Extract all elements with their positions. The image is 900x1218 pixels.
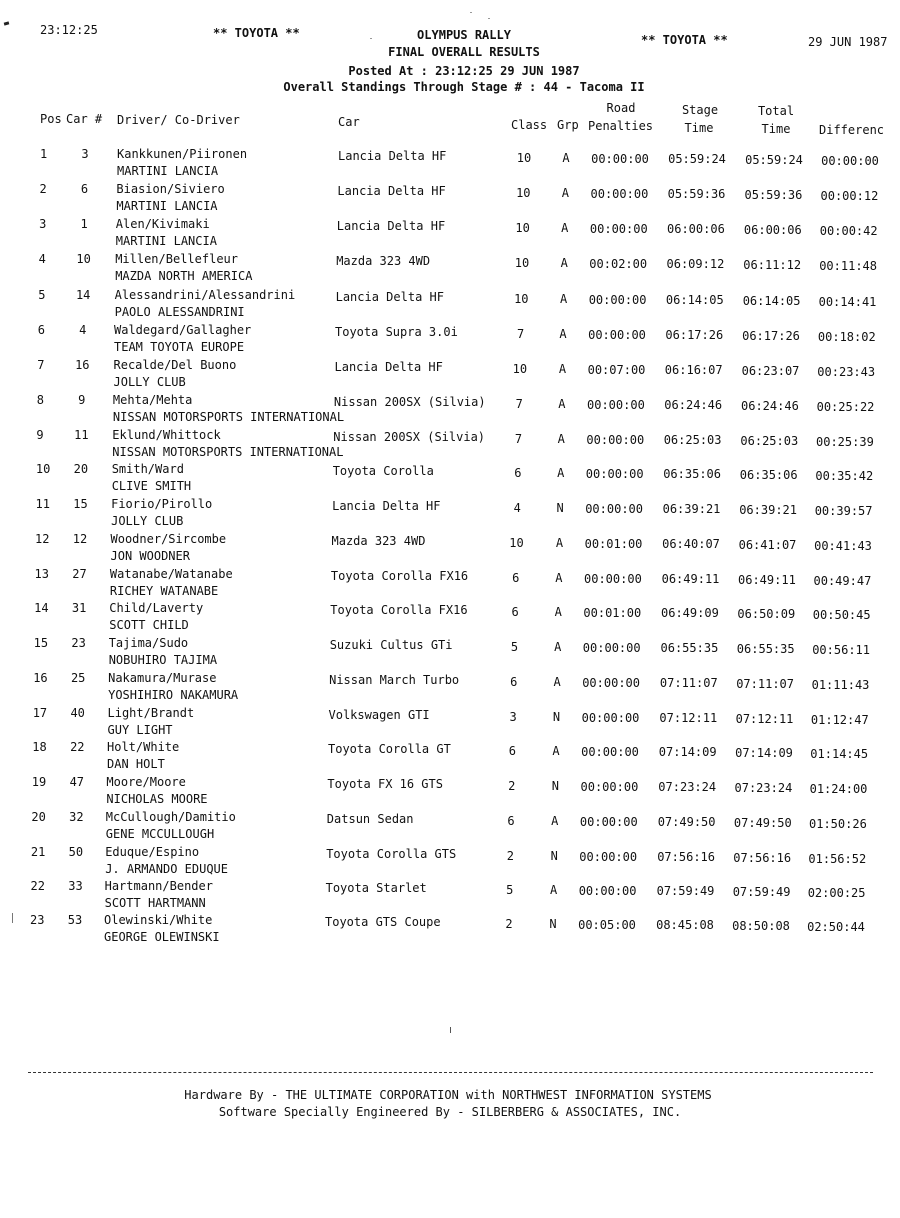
footer-divider: [28, 1072, 873, 1073]
col-class: Class: [511, 118, 548, 132]
cell-driver: Hartmann/Bender: [104, 879, 213, 893]
cell-road-penalties: 00:07:00: [587, 363, 646, 377]
cell-road-penalties: 00:00:00: [582, 641, 641, 655]
cell-car-number: 16: [75, 358, 90, 372]
cell-car-number: 14: [75, 288, 91, 302]
cell-group: A: [551, 814, 559, 828]
cell-stage-time: 06:49:11: [661, 572, 720, 586]
header-date: 29 JUN 1987: [808, 35, 888, 49]
cell-road-penalties: 00:00:00: [583, 572, 642, 586]
cell-total-time: 06:25:03: [740, 434, 799, 448]
cell-stage-time: 06:14:05: [665, 293, 724, 307]
cell-class: 7: [514, 432, 523, 446]
cell-stage-time: 06:49:09: [660, 606, 719, 620]
standings-line: Overall Standings Through Stage # : 44 - Tacoma II: [283, 80, 645, 94]
cell-car-number: 10: [76, 252, 91, 266]
cell-stage-time: 07:49:50: [657, 815, 716, 829]
cell-class: 6: [508, 744, 517, 758]
cell-car-model: Volkswagen GTI: [328, 708, 430, 722]
cell-driver: Watanabe/Watanabe: [109, 567, 233, 581]
cell-group: A: [562, 151, 570, 165]
cell-total-time: 06:41:07: [738, 538, 797, 552]
col-car: Car: [338, 115, 360, 129]
cell-team: MARTINI LANCIA: [115, 234, 217, 248]
cell-total-time: 07:49:50: [733, 816, 792, 830]
cell-car-number: 3: [81, 147, 89, 161]
cell-car-model: Suzuki Cultus GTi: [329, 638, 453, 652]
cell-road-penalties: 00:00:00: [586, 433, 645, 447]
cell-pos: 3: [39, 217, 47, 231]
cell-total-time: 07:14:09: [735, 746, 793, 760]
cell-class: 7: [516, 327, 525, 341]
cell-pos: 18: [32, 740, 47, 754]
cell-team: SCOTT HARTMANN: [104, 896, 206, 910]
cell-car-model: Lancia Delta HF: [338, 149, 447, 163]
cell-difference: 00:25:22: [816, 400, 875, 414]
cell-stage-time: 06:16:07: [664, 363, 723, 377]
cell-total-time: 07:23:24: [734, 781, 793, 795]
cell-driver: Waldegard/Gallagher: [114, 323, 252, 337]
cell-pos: 23: [30, 913, 45, 927]
col-road-2: Penalties: [588, 119, 654, 133]
cell-stage-time: 06:24:46: [664, 398, 723, 412]
cell-team: GENE MCCULLOUGH: [105, 827, 215, 841]
cell-team: NICHOLAS MOORE: [106, 792, 208, 806]
cell-car-model: Lancia Delta HF: [332, 499, 441, 513]
cell-class: 5: [510, 640, 519, 654]
cell-group: N: [551, 779, 560, 793]
col-stage-1: Stage: [681, 103, 719, 117]
cell-group: A: [555, 536, 564, 550]
cell-group: A: [561, 186, 570, 200]
cell-class: 10: [514, 292, 529, 306]
cell-stage-time: 05:59:36: [667, 187, 726, 201]
cell-difference: 02:50:44: [807, 920, 865, 934]
cell-car-number: 1: [80, 217, 88, 231]
scan-speck: [488, 18, 490, 19]
cell-group: A: [559, 327, 567, 341]
cell-pos: 5: [38, 288, 46, 302]
cell-car-number: 27: [72, 567, 87, 581]
scan-mark: [4, 21, 10, 25]
cell-team: YOSHIHIRO NAKAMURA: [108, 688, 239, 702]
cell-class: 3: [509, 710, 517, 724]
cell-group: A: [552, 744, 560, 758]
cell-difference: 00:14:41: [818, 295, 877, 309]
cell-car-number: 31: [71, 601, 87, 615]
cell-team: GUY LIGHT: [107, 723, 173, 737]
posted-line: Posted At : 23:12:25 29 JUN 1987: [348, 64, 580, 78]
cell-driver: Moore/Moore: [106, 775, 186, 789]
cell-total-time: 05:59:36: [744, 188, 803, 202]
cell-driver: Nakamura/Murase: [108, 671, 217, 685]
cell-total-time: 06:14:05: [742, 294, 801, 308]
cell-total-time: 07:59:49: [732, 885, 791, 899]
cell-driver: Recalde/Del Buono: [113, 358, 237, 372]
cell-team: PAOLO ALESSANDRINI: [114, 305, 245, 319]
cell-total-time: 08:50:08: [732, 919, 790, 933]
cell-group: A: [558, 362, 567, 376]
cell-class: 5: [506, 883, 514, 897]
cell-driver: Woodner/Sircombe: [110, 532, 227, 546]
cell-driver: Biasion/Siviero: [116, 182, 225, 196]
cell-pos: 2: [39, 182, 47, 196]
cell-stage-time: 07:59:49: [656, 884, 715, 898]
cell-difference: 02:00:25: [807, 886, 866, 900]
cell-team: MARTINI LANCIA: [116, 199, 218, 213]
cell-difference: 01:14:45: [810, 747, 869, 761]
cell-road-penalties: 00:00:00: [580, 780, 639, 794]
cell-car-model: Toyota Starlet: [325, 881, 427, 895]
col-stage-2: Time: [684, 121, 714, 135]
cell-road-penalties: 00:00:00: [588, 328, 646, 342]
cell-class: 6: [507, 814, 515, 828]
cell-total-time: 06:11:12: [743, 258, 802, 272]
cell-driver: Alessandrini/Alessandrini: [114, 288, 296, 302]
cell-group: A: [558, 397, 566, 411]
cell-stage-time: 06:55:35: [660, 641, 719, 655]
cell-stage-time: 06:25:03: [663, 433, 722, 447]
cell-road-penalties: 00:00:00: [590, 187, 649, 201]
col-total-2: Time: [761, 122, 791, 136]
cell-driver: Mehta/Mehta: [112, 393, 193, 407]
cell-group: A: [559, 292, 568, 306]
cell-team: RICHEY WATANABE: [109, 584, 219, 598]
cell-car-number: 53: [67, 913, 83, 927]
cell-group: A: [555, 571, 563, 585]
cell-road-penalties: 00:00:00: [585, 467, 644, 481]
cell-team: SCOTT CHILD: [109, 618, 189, 632]
cell-team: NOBUHIRO TAJIMA: [108, 653, 218, 667]
col-pos: Pos: [40, 112, 62, 126]
cell-driver: Fiorio/Pirollo: [111, 497, 213, 511]
cell-road-penalties: 00:02:00: [589, 257, 648, 271]
cell-stage-time: 07:14:09: [658, 745, 717, 759]
cell-driver: Alen/Kivimaki: [115, 217, 210, 231]
cell-group: N: [550, 849, 558, 863]
cell-difference: 01:11:43: [811, 678, 870, 692]
cell-car-number: 25: [70, 671, 86, 685]
cell-total-time: 06:23:07: [741, 364, 800, 378]
cell-class: 2: [505, 917, 513, 931]
col-road-1: Road: [606, 101, 636, 115]
cell-difference: 00:00:42: [819, 224, 878, 238]
cell-difference: 00:35:42: [815, 469, 874, 483]
cell-stage-time: 06:00:06: [666, 222, 725, 236]
cell-car-number: 40: [70, 706, 85, 720]
cell-stage-time: 08:45:08: [656, 918, 714, 932]
cell-car-model: Nissan 200SX (Silvia): [333, 430, 486, 444]
cell-difference: 00:50:45: [812, 608, 871, 622]
cell-car-model: Toyota FX 16 GTS: [327, 777, 443, 791]
cell-class: 2: [508, 779, 516, 793]
cell-road-penalties: 00:00:00: [585, 502, 643, 516]
cell-pos: 22: [30, 879, 45, 893]
cell-total-time: 06:55:35: [736, 642, 795, 656]
cell-car-number: 22: [70, 740, 85, 754]
cell-total-time: 05:59:24: [745, 153, 803, 167]
cell-team: J. ARMANDO EDUQUE: [105, 862, 229, 876]
cell-group: A: [553, 675, 561, 689]
cell-difference: 01:56:52: [808, 852, 867, 866]
cell-car-model: Nissan 200SX (Silvia): [333, 395, 486, 409]
cell-class: 6: [512, 571, 520, 585]
cell-driver: Eduque/Espino: [105, 845, 200, 859]
cell-total-time: 06:35:06: [739, 468, 798, 482]
cell-difference: 00:11:48: [819, 259, 877, 273]
cell-road-penalties: 00:05:00: [578, 918, 636, 932]
cell-pos: 19: [31, 775, 47, 789]
cell-difference: 00:25:39: [815, 435, 874, 449]
cell-pos: 8: [36, 393, 45, 407]
cell-road-penalties: 00:00:00: [586, 398, 645, 412]
cell-car-model: Mazda 323 4WD: [331, 534, 426, 548]
cell-car-number: 12: [72, 532, 88, 546]
cell-driver: McCullough/Damitio: [105, 810, 236, 824]
cell-pos: 4: [38, 252, 46, 266]
cell-group: N: [556, 501, 564, 515]
cell-road-penalties: 00:00:00: [581, 711, 640, 725]
cell-car-model: Nissan March Turbo: [329, 673, 460, 687]
cell-team: NISSAN MOTORSPORTS INTERNATIONAL: [112, 410, 345, 424]
footer-software: Software Specially Engineered By - SILBERBERG & ASSOCIATES, INC.: [218, 1105, 682, 1119]
cell-group: A: [549, 883, 558, 897]
cell-stage-time: 06:40:07: [662, 537, 720, 551]
cell-stage-time: 07:12:11: [659, 711, 718, 725]
cell-pos: 21: [30, 845, 46, 859]
cell-class: 10: [512, 362, 528, 376]
cell-driver: Child/Laverty: [109, 601, 204, 615]
cell-car-number: 11: [74, 428, 89, 442]
cell-road-penalties: 00:01:00: [584, 537, 643, 551]
cell-class: 10: [516, 186, 531, 200]
cell-road-penalties: 00:01:00: [583, 606, 642, 620]
cell-total-time: 07:12:11: [735, 712, 794, 726]
cell-stage-time: 05:59:24: [668, 152, 726, 166]
cell-driver: Millen/Bellefleur: [115, 252, 239, 266]
cell-road-penalties: 00:00:00: [581, 745, 639, 759]
cell-difference: 00:41:43: [814, 539, 872, 553]
cell-car-model: Toyota Corolla FX16: [330, 569, 469, 583]
cell-driver: Tajima/Sudo: [108, 636, 189, 650]
cell-car-number: 47: [69, 775, 85, 789]
cell-total-time: 06:39:21: [739, 503, 797, 517]
cell-car-number: 50: [68, 845, 84, 859]
cell-car-model: Toyota Corolla GT: [328, 742, 451, 756]
cell-car-model: Lancia Delta HF: [336, 219, 446, 233]
cell-difference: 00:23:43: [817, 365, 876, 379]
cell-pos: 13: [34, 567, 49, 581]
cell-group: A: [554, 605, 562, 619]
cell-team: JOLLY CLUB: [111, 514, 184, 528]
cell-team: JOLLY CLUB: [113, 375, 186, 389]
cell-total-time: 06:00:06: [743, 223, 802, 237]
cell-car-number: 20: [73, 462, 89, 476]
cell-difference: 00:18:02: [817, 330, 876, 344]
cell-stage-time: 07:23:24: [658, 780, 717, 794]
cell-team: TEAM TOYOTA EUROPE: [114, 340, 245, 354]
col-driver: Driver/ Co-Driver: [117, 113, 240, 127]
cell-stage-time: 06:39:21: [662, 502, 721, 516]
cell-pos: 16: [33, 671, 48, 685]
cell-car-model: Toyota Corolla: [332, 464, 434, 478]
cell-group: A: [560, 256, 568, 270]
cell-stage-time: 07:11:07: [659, 676, 718, 690]
cell-class: 10: [514, 256, 530, 270]
cell-pos: 15: [33, 636, 49, 650]
cell-difference: 00:00:00: [821, 154, 879, 168]
cell-pos: 10: [35, 462, 51, 476]
cell-car-model: Toyota Corolla FX16: [330, 603, 468, 617]
cell-team: NISSAN MOTORSPORTS INTERNATIONAL: [112, 445, 344, 459]
cell-class: 4: [513, 501, 521, 515]
cell-class: 7: [515, 397, 523, 411]
event-title: OLYMPUS RALLY: [417, 28, 511, 42]
cell-team: MAZDA NORTH AMERICA: [115, 269, 253, 283]
cell-pos: 12: [35, 532, 50, 546]
col-total-1: Total: [757, 104, 795, 118]
cell-class: 10: [509, 536, 524, 550]
header-toyota-right: ** TOYOTA **: [641, 33, 728, 47]
scan-speck: [450, 1027, 451, 1033]
cell-total-time: 07:56:16: [733, 851, 792, 865]
cell-difference: 01:50:26: [808, 817, 867, 831]
cell-group: N: [552, 710, 561, 724]
cell-group: N: [549, 917, 557, 931]
cell-group: A: [557, 432, 565, 446]
cell-road-penalties: 00:00:00: [579, 815, 638, 829]
cell-team: GEORGE OLEWINSKI: [104, 930, 220, 944]
cell-group: A: [561, 221, 569, 235]
cell-pos: 1: [40, 147, 48, 161]
cell-pos: 6: [37, 323, 45, 337]
cell-difference: 00:56:11: [812, 643, 870, 657]
cell-car-model: Toyota Supra 3.0i: [335, 325, 458, 339]
cell-stage-time: 06:09:12: [666, 257, 725, 271]
cell-pos: 17: [32, 706, 48, 720]
header-time: 23:12:25: [40, 23, 98, 37]
cell-team: JON WOODNER: [110, 549, 190, 563]
cell-stage-time: 07:56:16: [657, 850, 715, 864]
results-title: FINAL OVERALL RESULTS: [388, 45, 540, 59]
cell-team: MARTINI LANCIA: [117, 164, 219, 178]
cell-difference: 00:49:47: [813, 574, 872, 588]
cell-car-model: Datsun Sedan: [326, 812, 414, 826]
cell-stage-time: 06:35:06: [663, 467, 721, 481]
cell-car-model: Lancia Delta HF: [335, 290, 444, 304]
cell-class: 6: [510, 675, 518, 689]
cell-difference: 01:12:47: [810, 713, 869, 727]
cell-road-penalties: 00:00:00: [588, 293, 647, 307]
cell-car-model: Lancia Delta HF: [337, 184, 446, 198]
cell-difference: 01:24:00: [809, 782, 868, 796]
scan-speck: [470, 12, 472, 13]
col-group: Grp: [557, 118, 579, 132]
cell-driver: Smith/Ward: [111, 462, 184, 476]
cell-difference: 00:39:57: [814, 504, 873, 518]
cell-total-time: 06:50:09: [737, 607, 796, 621]
cell-road-penalties: 00:00:00: [579, 850, 638, 864]
cell-car-model: Toyota GTS Coupe: [325, 915, 441, 929]
cell-car-number: 15: [73, 497, 88, 511]
cell-total-time: 06:49:11: [737, 573, 796, 587]
cell-road-penalties: 00:00:00: [591, 152, 649, 166]
cell-pos: 7: [37, 358, 45, 372]
cell-team: DAN HOLT: [107, 757, 165, 771]
cell-total-time: 06:17:26: [742, 329, 800, 343]
cell-class: 10: [516, 151, 532, 165]
cell-driver: Light/Brandt: [107, 706, 195, 720]
cell-driver: Olewinski/White: [104, 913, 213, 927]
cell-class: 2: [506, 849, 515, 863]
cell-road-penalties: 00:00:00: [589, 222, 648, 236]
cell-car-number: 32: [69, 810, 84, 824]
cell-class: 6: [514, 466, 522, 480]
cell-class: 10: [515, 221, 530, 235]
cell-pos: 11: [35, 497, 50, 511]
col-car-number: Car #: [66, 112, 103, 126]
cell-group: A: [554, 640, 562, 654]
cell-car-number: 33: [68, 879, 83, 893]
cell-car-number: 23: [71, 636, 86, 650]
cell-road-penalties: 00:00:00: [578, 884, 637, 898]
cell-driver: Holt/White: [107, 740, 180, 754]
cell-total-time: 06:24:46: [740, 399, 799, 413]
cell-difference: 00:00:12: [820, 189, 879, 203]
header-toyota-left: ** TOYOTA **: [213, 26, 300, 40]
cell-group: A: [557, 466, 565, 480]
cell-car-number: 9: [78, 393, 86, 407]
scan-speck: [370, 38, 372, 39]
cell-class: 6: [511, 605, 519, 619]
cell-stage-time: 06:17:26: [665, 328, 724, 342]
cell-pos: 20: [31, 810, 46, 824]
cell-team: CLIVE SMITH: [111, 479, 192, 493]
cell-car-number: 4: [79, 323, 87, 337]
cell-car-model: Toyota Corolla GTS: [326, 847, 457, 861]
scan-speck: [12, 913, 13, 923]
cell-road-penalties: 00:00:00: [582, 676, 640, 690]
cell-car-model: Mazda 323 4WD: [336, 254, 431, 268]
cell-car-number: 6: [80, 182, 89, 196]
cell-total-time: 07:11:07: [736, 677, 794, 691]
cell-pos: 9: [36, 428, 44, 442]
footer-hardware: Hardware By - THE ULTIMATE CORPORATION with NORTHWEST INFORMATION SYSTEMS: [184, 1088, 712, 1102]
cell-driver: Eklund/Whittock: [112, 428, 221, 442]
cell-car-model: Lancia Delta HF: [334, 360, 443, 374]
cell-pos: 14: [34, 601, 49, 615]
col-difference: Differenc: [819, 123, 885, 137]
cell-driver: Kankkunen/Piironen: [117, 147, 248, 161]
